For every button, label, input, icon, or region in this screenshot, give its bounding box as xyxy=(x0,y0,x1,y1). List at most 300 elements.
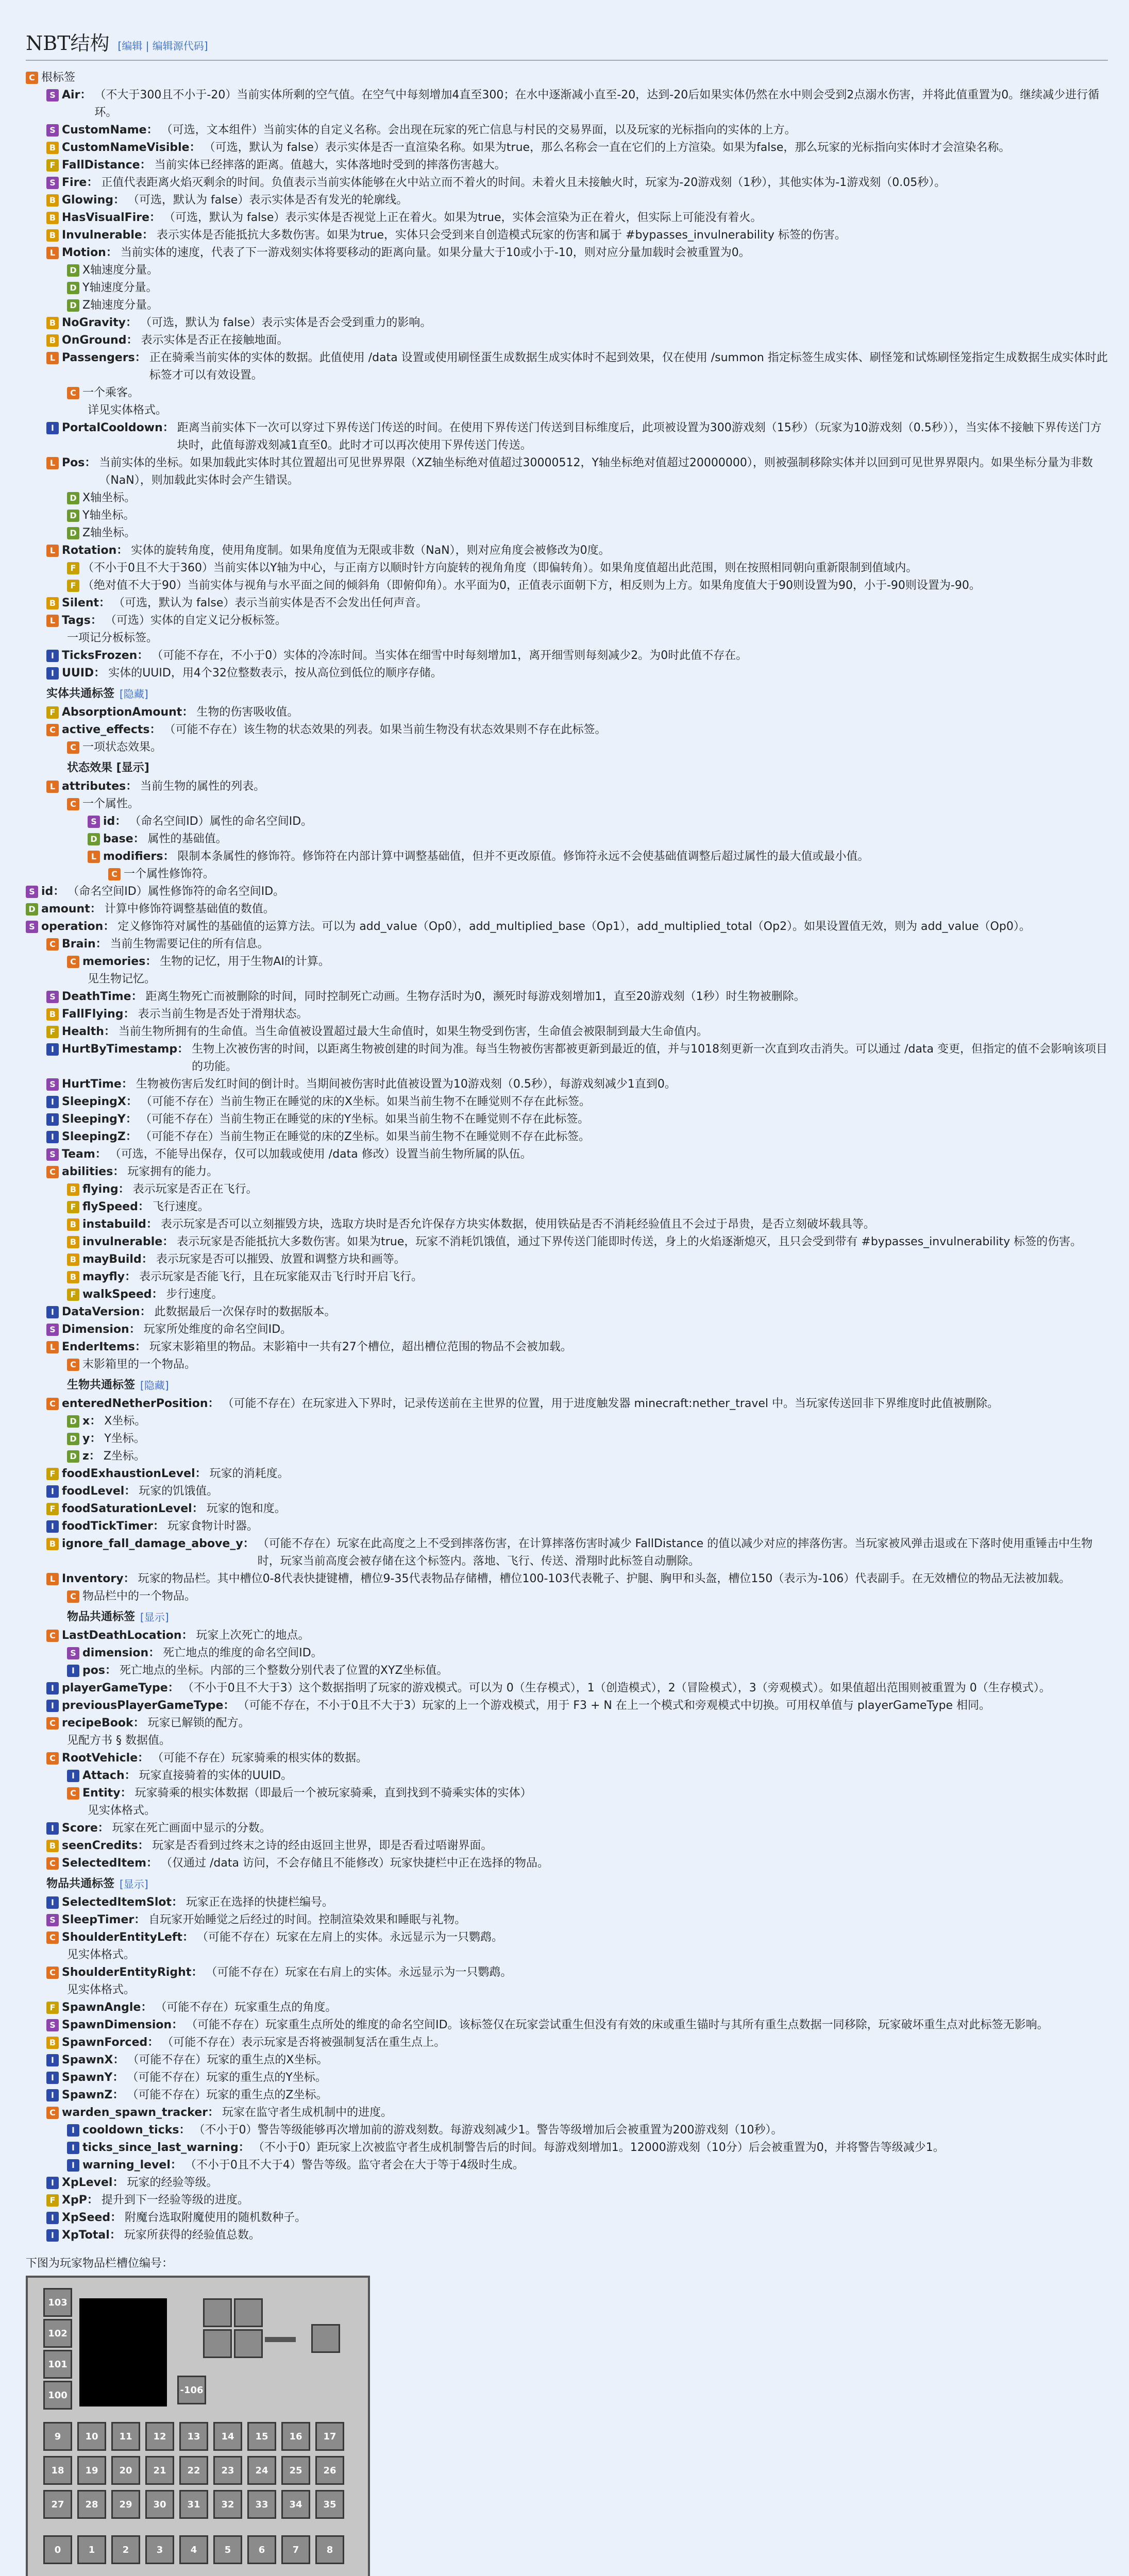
tag-description: 玩家已解锁的配方。 xyxy=(147,1717,250,1730)
tag-type-icon: D xyxy=(67,492,79,504)
tag-row xyxy=(26,524,1108,542)
tag-key: foodExhaustionLevel： xyxy=(62,1467,207,1480)
tag-key: dimension： xyxy=(82,1647,160,1659)
tag-row xyxy=(26,139,1108,157)
tag-type-icon: C xyxy=(46,1398,59,1410)
storage-slot: 30 xyxy=(145,2490,174,2519)
tag-key: previousPlayerGameType： xyxy=(62,1699,235,1712)
tag-row xyxy=(26,1767,1108,1785)
tag-description: 玩家末影箱里的物品。末影箱中一共有27个槽位，超出槽位范围的物品不会被加载。 xyxy=(149,1341,572,1353)
tag-type-icon: D xyxy=(67,299,79,312)
tag-description: 见配方书 § 数据值。 xyxy=(67,1734,171,1747)
tag-row xyxy=(26,918,1108,936)
tag-type-icon: B xyxy=(46,1840,59,1852)
tag-type-icon: B xyxy=(46,597,59,609)
tag-row xyxy=(26,988,1108,1006)
storage-slot: 12 xyxy=(145,2422,174,2451)
storage-slot: 24 xyxy=(247,2456,276,2485)
tag-description: （可能不存在）在玩家进入下界时，记录传送前在主世界的位置，用于进度触发器 minecraft:nether_travel 中。当玩家传送回非下界维度时此值被删除。 xyxy=(222,1397,999,1410)
storage-slot: 32 xyxy=(213,2490,242,2519)
tag-type-icon: I xyxy=(46,2212,59,2224)
tag-description: 生物的伤害吸收值。 xyxy=(196,706,299,719)
crafting-slot xyxy=(234,2298,263,2327)
section-toggle[interactable]: [显示] xyxy=(120,1878,148,1890)
tag-description: （可能不存在）玩家在右肩上的实体。永远显示为一只鹦鹉。 xyxy=(206,1966,512,1979)
tag-description: 玩家直接骑着的实体的UUID。 xyxy=(139,1769,293,1782)
hotbar-slot: 1 xyxy=(77,2535,106,2564)
tag-key: AbsorptionAmount： xyxy=(62,706,194,719)
storage-slot: 26 xyxy=(315,2456,344,2485)
tag-key: modifiers： xyxy=(103,850,175,863)
tag-description: 玩家拥有的能力。 xyxy=(127,1165,218,1178)
tag-description: 生物被伤害后发红时间的倒计时。当期间被伤害时此值被设置为10游戏刻（0.5秒），每游戏刻减少1直到0。 xyxy=(136,1078,676,1091)
tag-row xyxy=(26,1093,1108,1111)
armor-slot: 100 xyxy=(43,2381,72,2410)
tag-key: x： xyxy=(82,1415,102,1428)
tag-description: 玩家的物品栏。其中槽位0-8代表快捷键槽，槽位9-35代表物品存储槽，槽位100-103代表靴子、护腿、胸甲和头盔，槽位150（表示为-106）代表副手。在无效槽位的物品无法被加载。 xyxy=(138,1572,1071,1585)
tag-type-icon: F xyxy=(46,159,59,172)
tag-row xyxy=(26,122,1108,139)
tag-description: 详见实体格式。 xyxy=(88,404,167,417)
tag-description: 表示玩家是否能飞行，且在玩家能双击飞行时开启飞行。 xyxy=(139,1270,423,1283)
tag-type-icon: C xyxy=(46,1630,59,1642)
tag-row xyxy=(26,1251,1108,1268)
tag-key: DataVersion： xyxy=(62,1306,151,1318)
tag-row xyxy=(26,1286,1108,1303)
tag-type-icon: I xyxy=(46,2177,59,2189)
tag-description: 玩家正在选择的快捷栏编号。 xyxy=(186,1896,334,1909)
tag-description: （不小于0且不大于4）警告等级。监守者会在大于等于4级时生成。 xyxy=(184,2159,524,2172)
tag-description: （可选，默认为 false）表示实体是否有发光的轮廓线。 xyxy=(128,194,408,207)
tag-type-icon: I xyxy=(46,1896,59,1909)
tag-type-icon: L xyxy=(46,1573,59,1585)
tag-description: 表示玩家是否正在飞行。 xyxy=(132,1183,258,1196)
tag-row xyxy=(26,332,1108,349)
tag-description: Z轴速度分量。 xyxy=(82,299,159,312)
tag-type-icon: L xyxy=(46,781,59,793)
tag-description: 表示实体是否正在接触地面。 xyxy=(141,334,289,347)
storage-slot: 19 xyxy=(77,2456,106,2485)
tag-row xyxy=(26,1697,1108,1715)
tag-key: y： xyxy=(82,1432,102,1445)
tag-description: 生物上次被伤害的时间，以距离生物被创建的时间为准。每当生物被伤害都被更新到最近的值，并与1018刻更新一次直到攻击消失。可以通过 /data 变更，但指定的值不会影响该项目的功能。 xyxy=(192,1043,1108,1073)
tag-row xyxy=(26,1570,1108,1588)
hotbar-slot: 6 xyxy=(247,2535,276,2564)
nbt-tree xyxy=(26,69,1108,2244)
tag-row xyxy=(26,1303,1108,1321)
tag-description: 见实体格式。 xyxy=(67,1984,136,1996)
tag-row xyxy=(26,262,1108,279)
tag-description: 玩家所处维度的命名空间ID。 xyxy=(143,1323,292,1336)
tag-description: Z轴坐标。 xyxy=(82,527,136,539)
tag-type-icon: S xyxy=(46,124,59,137)
tag-key: flying： xyxy=(82,1183,130,1196)
storage-slot: 27 xyxy=(43,2490,72,2519)
edit-source-link[interactable]: 编辑源代码 xyxy=(152,40,204,52)
tag-type-icon: C xyxy=(46,2107,59,2119)
tag-row xyxy=(26,1163,1108,1181)
tag-type-icon: B xyxy=(46,142,59,154)
tag-row xyxy=(26,739,1108,756)
tag-description: 玩家的饥饿值。 xyxy=(139,1485,218,1498)
tag-type-icon: C xyxy=(67,741,79,754)
tag-description: （可能不存在，不小于0）实体的冷冻时间。当实体在细雪中时每刻增加1，离开细雪则每刻减少2。为0时此值不存在。 xyxy=(151,649,748,662)
tag-key: ticks_since_last_warning： xyxy=(82,2141,250,2154)
crafting-slot xyxy=(203,2298,232,2327)
tag-key: instabuild： xyxy=(82,1218,158,1231)
tag-description: 当前生物所拥有的生命值。当生命值被设置超过最大生命值时，如果生物受到伤害，生命值会被限制到最大生命值内。 xyxy=(118,1025,708,1038)
tag-key: Rotation： xyxy=(62,544,128,557)
tag-row xyxy=(26,1820,1108,1837)
tag-row xyxy=(26,1356,1108,1374)
tag-key: XpP： xyxy=(62,2194,98,2207)
tag-key: SleepingY： xyxy=(62,1113,137,1126)
tag-type-icon: D xyxy=(67,1415,79,1428)
tag-description: 定义修饰符对属性的基础值的运算方法。可以为 add_value（Op0），add_multiplied_base（Op1），add_multiplied_total（Op2）。如果设置值无效，则为 add_value（Op0）。 xyxy=(117,920,1031,933)
tag-row xyxy=(26,2034,1108,2052)
tag-row xyxy=(26,2122,1108,2139)
tag-description: 步行速度。 xyxy=(166,1288,223,1301)
tag-key: Motion： xyxy=(62,246,117,259)
storage-slot: 29 xyxy=(111,2490,140,2519)
tag-key: Attach： xyxy=(82,1769,136,1782)
storage-slot: 31 xyxy=(179,2490,208,2519)
tag-row xyxy=(26,1750,1108,1767)
tag-key: base： xyxy=(103,833,145,845)
tag-key: XpTotal： xyxy=(62,2229,121,2242)
page xyxy=(26,20,1108,2576)
tag-description: Y坐标。 xyxy=(104,1432,145,1445)
tag-row xyxy=(26,1395,1108,1413)
tag-type-icon: C xyxy=(67,956,79,968)
tag-key: SpawnZ： xyxy=(62,2089,124,2102)
tag-description: 一个乘客。 xyxy=(82,386,140,399)
tag-type-icon: C xyxy=(46,1967,59,1979)
tag-row xyxy=(26,1785,1108,1802)
tag-row xyxy=(26,1146,1108,1163)
tag-key: Dimension： xyxy=(62,1323,141,1336)
edit-link[interactable]: 编辑 xyxy=(122,40,143,52)
tag-description: （不小于0）警告等级能够再次增加前的游戏刻数。每游戏刻减少1。警告等级增加后会被重置为200游戏刻（10秒）。 xyxy=(193,2124,783,2137)
storage-slot: 17 xyxy=(315,2422,344,2451)
tag-row xyxy=(26,1128,1108,1146)
tag-key: Invulnerable： xyxy=(62,229,154,242)
tag-description: X轴速度分量。 xyxy=(82,264,159,277)
storage-slot: 23 xyxy=(213,2456,242,2485)
tag-description: 当前实体的坐标。如果加载此实体时其位置超出可见世界界限（XZ轴坐标绝对值超过30000512，Y轴坐标绝对值超过20000000），则被强制移除实体并以回到可见世界界限内。如果坐标分量为非数（NaN），则加载此实体时会产生错误。 xyxy=(99,456,1093,487)
tag-type-icon: D xyxy=(67,1450,79,1463)
offhand-slot: -106 xyxy=(177,2376,206,2404)
tag-type-icon: B xyxy=(46,229,59,242)
tag-row xyxy=(26,1483,1108,1500)
tag-description: 表示玩家是否可以立刻摧毁方块，选取方块时是否允许保存方块实体数据，使用铁砧是否不消耗经验值且不会过于昂贵，是否立刻破坏载具等。 xyxy=(160,1218,875,1231)
tag-type-icon: F xyxy=(46,1026,59,1038)
tag-type-icon: I xyxy=(46,1700,59,1712)
tag-description: 见生物记忆。 xyxy=(88,973,156,986)
tag-type-icon: B xyxy=(46,1008,59,1021)
tag-key: SleepTimer： xyxy=(62,1913,146,1926)
tag-description: 生物的记忆，用于生物AI的计算。 xyxy=(160,955,330,968)
tag-type-icon: S xyxy=(46,89,59,101)
tag-row xyxy=(26,192,1108,209)
tag-description: 见实体格式。 xyxy=(88,1804,156,1817)
tag-type-icon: F xyxy=(46,706,59,719)
tag-key: abilities： xyxy=(62,1165,125,1178)
tag-type-icon: C xyxy=(46,938,59,951)
tag-row xyxy=(26,2139,1108,2157)
storage-slot: 9 xyxy=(43,2422,72,2451)
tag-row xyxy=(26,665,1108,682)
tag-description: 提升到下一经验等级的进度。 xyxy=(101,2194,249,2207)
storage-slot: 15 xyxy=(247,2422,276,2451)
tag-description: 玩家的饱和度。 xyxy=(206,1502,286,1515)
tag-description: （可能不存在）玩家重生点所处的维度的命名空间ID。该标签仅在玩家尝试重生但没有有效的床或重生锚时与其所有重生点数据一同移除，玩家破坏重生点对此标签无影响。 xyxy=(186,2019,1049,2031)
tag-row xyxy=(26,1076,1108,1093)
tag-row xyxy=(26,1181,1108,1198)
tag-row xyxy=(26,560,1108,577)
subsection-header[interactable]: 状态效果 [显示] xyxy=(67,761,149,774)
tag-row xyxy=(26,297,1108,314)
tag-type-icon: B xyxy=(67,1218,79,1231)
tag-description: （可选，默认为 false）表示实体是否一直渲染名称。如果为true，那么名称会一直在它们的上方渲染。如果为false，那么玩家的光标指向实体时才会渲染名称。 xyxy=(204,141,1010,154)
tag-row xyxy=(26,1041,1108,1076)
tag-description: （可能不存在）当前生物正在睡觉的床的X坐标。如果当前生物不在睡觉则不存在此标签。 xyxy=(140,1095,591,1108)
tag-row xyxy=(26,402,1108,419)
storage-slot: 35 xyxy=(315,2490,344,2519)
tag-row xyxy=(26,1999,1108,2016)
tag-type-icon: I xyxy=(46,2089,59,2102)
tag-description: （可选，默认为 false）表示当前实体是否不会发出任何声音。 xyxy=(113,597,428,609)
storage-slot: 13 xyxy=(179,2422,208,2451)
tag-description: 当前实体已经摔落的距离。值越大，实体落地时受到的摔落伤害越大。 xyxy=(154,159,506,172)
storage-slot: 25 xyxy=(281,2456,310,2485)
tag-type-icon: F xyxy=(67,580,79,592)
tag-type-icon: L xyxy=(46,615,59,627)
tag-key: foodTickTimer： xyxy=(62,1520,165,1533)
tag-key: SpawnY： xyxy=(62,2071,124,2084)
section-title: 生物共通标签 xyxy=(67,1379,136,1392)
tag-description: （不小于0）距玩家上次被监守者生成机制警告后的时间。每游戏刻增加1。12000游戏刻（10分）后会被重置为0，并将警告等级减少1。 xyxy=(252,2141,945,2154)
tag-type-icon: F xyxy=(46,1468,59,1480)
tag-row xyxy=(26,2174,1108,2192)
tag-key: Score： xyxy=(62,1822,109,1835)
tag-type-icon: B xyxy=(46,334,59,347)
tag-row xyxy=(26,87,1108,122)
tag-description: 此数据最后一次保存时的数据版本。 xyxy=(154,1306,336,1318)
tag-key: ShoulderEntityLeft： xyxy=(62,1931,194,1944)
tag-description: Y轴坐标。 xyxy=(82,509,135,522)
tag-type-icon: I xyxy=(46,2072,59,2084)
tag-type-icon: I xyxy=(46,1822,59,1835)
tag-row xyxy=(26,1981,1108,1999)
tag-row xyxy=(26,1802,1108,1820)
storage-slot: 22 xyxy=(179,2456,208,2485)
tag-description: 玩家在死亡画面中显示的分数。 xyxy=(112,1822,271,1835)
tag-type-icon: B xyxy=(46,2037,59,2049)
tag-type-icon: I xyxy=(46,2229,59,2242)
hotbar-slot: 7 xyxy=(281,2535,310,2564)
tag-key: ignore_fall_damage_above_y： xyxy=(62,1537,255,1550)
tag-key: SpawnDimension： xyxy=(62,2019,183,2031)
tag-key: Fire： xyxy=(62,176,98,189)
tag-key: HurtTime： xyxy=(62,1078,133,1091)
tag-row xyxy=(26,1111,1108,1128)
tag-row xyxy=(26,2192,1108,2209)
tag-description: 实体的UUID，用4个32位整数表示，按从高位到低位的顺序存储。 xyxy=(108,667,442,680)
section-title: 实体共通标签 xyxy=(46,687,115,700)
tag-key: Tags： xyxy=(62,614,102,627)
storage-slot: 21 xyxy=(145,2456,174,2485)
tag-row xyxy=(26,953,1108,971)
tag-key: Air： xyxy=(62,89,92,101)
tag-row xyxy=(26,1837,1108,1855)
tag-key: Brain： xyxy=(62,938,107,951)
root-label: 根标签 xyxy=(41,71,76,84)
tag-type-icon: S xyxy=(46,2019,59,2031)
tag-row xyxy=(26,612,1108,630)
tag-key: CustomNameVisible： xyxy=(62,141,201,154)
tag-row xyxy=(26,2052,1108,2069)
tag-row xyxy=(26,971,1108,988)
tag-key: warning_level： xyxy=(82,2159,182,2172)
tag-description: （可能不存在，不小于0且不大于3）玩家的上一个游戏模式，用于 F3 + N 在上一个模式和旁观模式中切换。可用权单值与 playerGameType 相同。 xyxy=(238,1699,991,1712)
tag-description: 死亡地点的坐标。内部的三个整数分别代表了位置的XYZ坐标值。 xyxy=(119,1664,448,1677)
tag-description: 一个属性修饰符。 xyxy=(124,868,215,880)
section-toggle[interactable]: [隐藏] xyxy=(120,688,148,700)
tag-description: （仅通过 /data 访问，不会存储且不能修改）玩家快捷栏中正在选择的物品。 xyxy=(161,1857,549,1870)
tag-row xyxy=(26,2227,1108,2244)
tag-row xyxy=(26,489,1108,507)
tag-type-icon: L xyxy=(46,1341,59,1353)
tag-type-icon: B xyxy=(67,1271,79,1283)
tag-type-icon: I xyxy=(46,650,59,662)
tag-row xyxy=(26,1413,1108,1430)
section-toggle[interactable]: [显示] xyxy=(140,1611,169,1623)
tag-key: pos： xyxy=(82,1664,116,1677)
tag-description: 玩家骑乘的根实体数据（即最后一个被玩家骑乘，直到找到不骑乘实体的实体） xyxy=(134,1787,532,1800)
edit-links: [编辑 | 编辑源代码] xyxy=(117,40,208,52)
tag-type-icon: C xyxy=(46,1166,59,1178)
tag-row xyxy=(26,595,1108,612)
tag-type-icon: S xyxy=(26,886,38,898)
tag-row xyxy=(26,1946,1108,1964)
tag-row xyxy=(26,1588,1108,1605)
tag-row xyxy=(26,1645,1108,1662)
tag-row xyxy=(26,630,1108,647)
tag-row xyxy=(26,227,1108,244)
tag-row xyxy=(26,901,1108,918)
tag-key: EnderItems： xyxy=(62,1341,146,1353)
tag-description: （可选，文本组件）当前实体的自定义名称。会出现在玩家的死亡信息与村民的交易界面，以及玩家的光标指向的实体的上方。 xyxy=(161,124,796,137)
tag-type-icon: B xyxy=(46,194,59,207)
tag-row xyxy=(26,866,1108,883)
tag-type-icon: S xyxy=(46,1324,59,1336)
tag-description: （可选）实体的自定义记分板标签。 xyxy=(105,614,287,627)
tag-description: Z坐标。 xyxy=(103,1450,145,1463)
tag-type-icon: C xyxy=(108,868,121,880)
tag-type-icon: I xyxy=(67,2142,79,2154)
tag-row xyxy=(26,174,1108,192)
tag-key: CustomName： xyxy=(62,124,158,137)
tag-description: （可能不存在）玩家骑乘的根实体的数据。 xyxy=(152,1752,368,1765)
tag-key: Pos： xyxy=(62,456,96,469)
tag-row xyxy=(26,2069,1108,2087)
tag-description: （绝对值不大于90）当前实体与视角与水平面之间的倾斜角（即俯仰角）。水平面为0，正值表示面朝下方，相反则为上方。如果角度值大于90则设置为90，小于-90则设置为-90。 xyxy=(82,579,981,592)
section-toggle[interactable]: [隐藏] xyxy=(140,1379,169,1392)
tag-key: SelectedItemSlot： xyxy=(62,1896,183,1909)
tag-description: 计算中修饰符调整基础值的数值。 xyxy=(104,903,275,916)
tag-row xyxy=(26,1430,1108,1448)
tag-key: playerGameType： xyxy=(62,1682,179,1694)
tag-key: warden_spawn_tracker： xyxy=(62,2106,220,2119)
tag-key: FallFlying： xyxy=(62,1008,135,1021)
hotbar-slot: 5 xyxy=(213,2535,242,2564)
tag-row xyxy=(26,507,1108,524)
tag-type-icon: C xyxy=(46,1931,59,1944)
tag-description: 距离当前实体下一次可以穿过下界传送门传送的时间。在使用下界传送门传送到目标维度后，此项被设置为300游戏刻（15秒）（玩家为10游戏刻（0.5秒）），当实体不接触下界传送门方块时，此值每游戏刻减1直至0。此时才可以再次使用下界传送门传送。 xyxy=(177,421,1102,452)
tag-row xyxy=(26,1338,1108,1356)
tag-row xyxy=(26,936,1108,953)
tag-key: Silent： xyxy=(62,597,111,609)
armor-slot: 102 xyxy=(43,2319,72,2348)
tag-key: operation： xyxy=(41,920,115,933)
tag-row xyxy=(26,831,1108,848)
hotbar-slot: 8 xyxy=(315,2535,344,2564)
inventory-diagram xyxy=(26,2276,370,2576)
tag-key: HurtByTimestamp： xyxy=(62,1043,189,1056)
tag-description: （可选，默认为 false）表示实体是否会受到重力的影响。 xyxy=(140,316,432,329)
storage-slot: 10 xyxy=(77,2422,106,2451)
page-heading xyxy=(26,20,1108,61)
armor-slot: 101 xyxy=(43,2350,72,2379)
tag-description: 自玩家开始睡觉之后经过的时间。控制渲染效果和睡眠与礼物。 xyxy=(148,1913,466,1926)
tag-type-icon: B xyxy=(46,317,59,329)
tag-type-icon: F xyxy=(46,2194,59,2207)
tag-description: （命名空间ID）属性修饰符的命名空间ID。 xyxy=(68,885,285,898)
tag-description: 正值代表距离火焰灭剩余的时间。负值表示当前实体能够在火中站立而不着火的时间。未着火且未接触火时，玩家为-20游戏刻（1秒），其他实体为-1游戏刻（0.05秒）。 xyxy=(101,176,946,189)
tag-description: （不大于300且不小于-20）当前实体所剩的空气值。在空气中每刻增加4直至300；在水中逐渐减小直至-20，达到-20后如果实体仍然在水中则会受到2点溺水伤害，并将此值重置为0。继续减少进行循环。 xyxy=(94,89,1100,119)
tag-key: LastDeathLocation： xyxy=(62,1629,193,1642)
tag-description: 一项记分板标签。 xyxy=(67,632,158,645)
crafting-slot xyxy=(203,2329,232,2358)
tag-type-icon: I xyxy=(67,2159,79,2172)
tag-row xyxy=(26,2157,1108,2174)
tag-key: Glowing： xyxy=(62,194,125,207)
tag-row xyxy=(26,795,1108,813)
section-header xyxy=(26,685,1108,703)
tag-key: FallDistance： xyxy=(62,159,151,172)
tag-row xyxy=(26,2209,1108,2227)
tag-key: enteredNetherPosition： xyxy=(62,1397,220,1410)
tag-description: （命名空间ID）属性的命名空间ID。 xyxy=(129,815,313,828)
tag-type-icon: S xyxy=(67,1647,79,1659)
tag-type-icon: S xyxy=(46,1914,59,1926)
tag-type-icon: L xyxy=(88,851,100,863)
tag-description: （可选，默认为 false）表示实体是否视觉上正在着火。如果为true，实体会渲染为正在着火，但实际上可能没有着火。 xyxy=(164,211,762,224)
tag-description: 正在骑乘当前实体的实体的数据。此值使用 /data 设置或使用刷怪蛋生成数据生成实体时不起到效果，仅在使用 /summon 指定标签生成实体、刷怪笼和试炼刷怪笼指定生成数据生成实体时此标签才可以有效设置。 xyxy=(149,351,1108,382)
inventory-caption: 下图为玩家物品栏槽位编号： xyxy=(26,2257,174,2270)
tag-type-icon: I xyxy=(46,422,59,434)
tag-description: 实体的旋转角度，使用角度制。如果角度值为无限或非数（NaN），则对应角度会被修改为0度。 xyxy=(131,544,610,557)
tag-key: DeathTime： xyxy=(62,990,143,1003)
tag-key: Entity： xyxy=(82,1787,132,1800)
tag-row xyxy=(26,1465,1108,1483)
tag-type-icon: I xyxy=(46,1682,59,1694)
tag-row xyxy=(26,279,1108,297)
storage-slot: 11 xyxy=(111,2422,140,2451)
tag-description: （可能不存在）表示玩家是否将被强制复活在重生点上。 xyxy=(162,2036,446,2049)
tag-type-icon: I xyxy=(46,1485,59,1498)
